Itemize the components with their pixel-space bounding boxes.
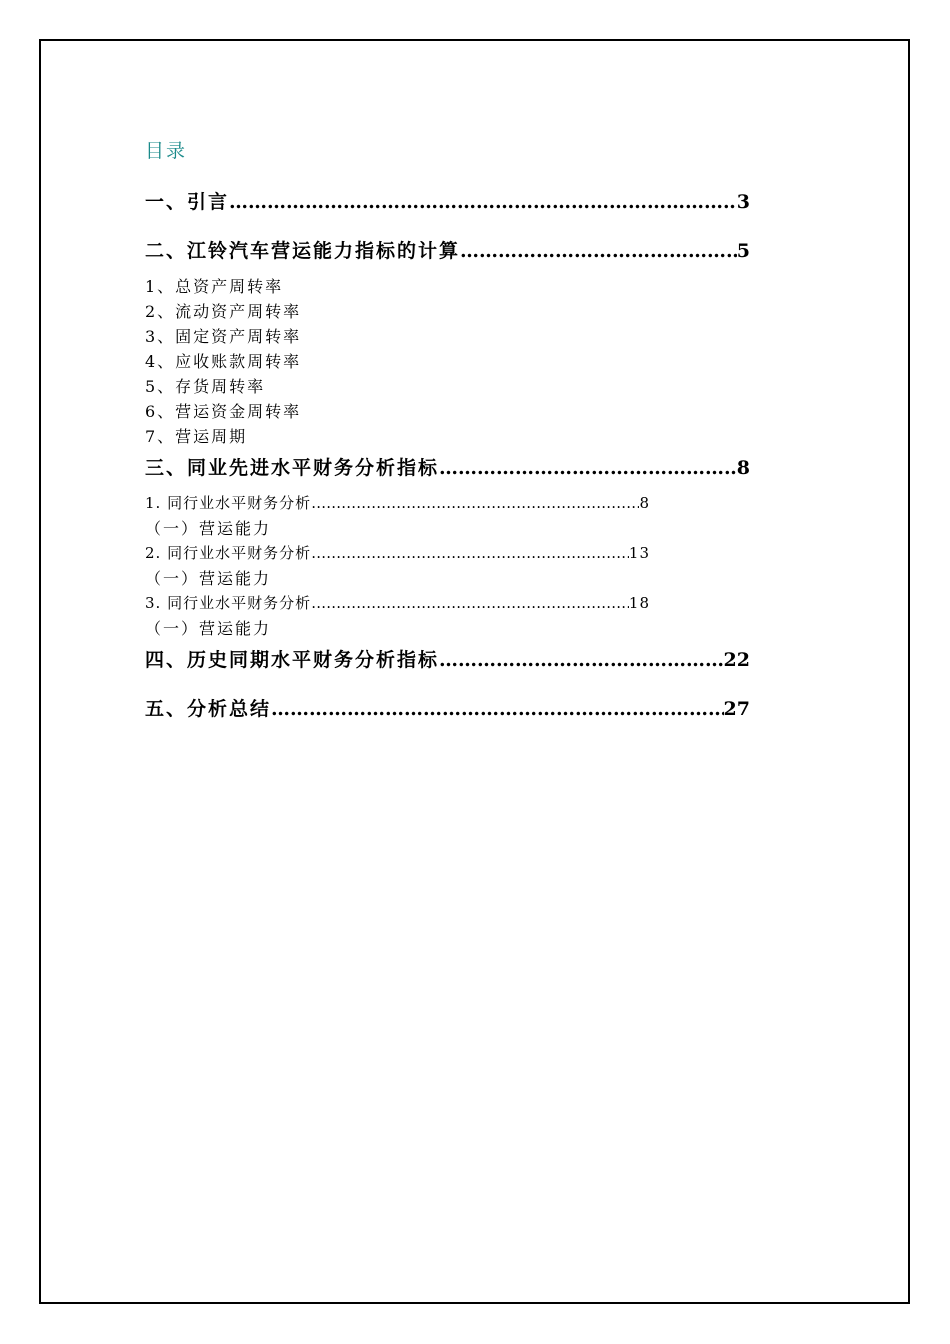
toc-subitem[interactable]: （一）营运能力 xyxy=(145,619,272,638)
toc-subentry[interactable] xyxy=(145,591,650,616)
toc-leader-dots xyxy=(311,491,639,516)
toc-leader-dots xyxy=(229,187,737,217)
toc-leader-dots xyxy=(439,453,737,483)
toc-subitem[interactable]: 5、存货周转率 xyxy=(145,377,266,396)
toc-entry-label: 五、分析总结 xyxy=(145,698,272,720)
toc-subentry-label: 1. 同行业水平财务分析 xyxy=(145,494,312,512)
toc-subitem[interactable]: 7、营运周期 xyxy=(145,427,248,446)
toc-subitem[interactable]: （一）营运能力 xyxy=(145,569,272,588)
toc-entry-page: 5 xyxy=(736,240,750,262)
toc-entry-page: 8 xyxy=(736,457,750,479)
toc-subentry-page: 8 xyxy=(639,494,650,512)
toc-title: 目录 xyxy=(145,140,188,162)
toc-subitem[interactable]: 6、营运资金周转率 xyxy=(145,402,302,421)
toc-entry-page: 3 xyxy=(736,191,750,213)
toc-entry-label: 二、江铃汽车营运能力指标的计算 xyxy=(145,240,461,262)
toc-leader-dots xyxy=(460,236,737,266)
toc-entry-label: 三、同业先进水平财务分析指标 xyxy=(145,457,440,479)
toc-leader-dots xyxy=(271,694,724,724)
toc-entry-page: 27 xyxy=(723,698,750,720)
toc-subentry-page: 18 xyxy=(628,594,650,612)
toc-leader-dots xyxy=(439,645,724,675)
toc-subentry-page: 13 xyxy=(628,544,650,562)
toc-entry-page: 22 xyxy=(723,649,750,671)
toc-leader-dots xyxy=(311,541,629,566)
toc-subentry-label: 3. 同行业水平财务分析 xyxy=(145,594,312,612)
toc-subitem[interactable]: 2、流动资产周转率 xyxy=(145,302,302,321)
toc-subitem[interactable]: 4、应收账款周转率 xyxy=(145,352,302,371)
toc-entry-peer-analysis[interactable] xyxy=(145,453,750,483)
toc-subitem[interactable]: 1、总资产周转率 xyxy=(145,277,284,296)
toc-subentry-label: 2. 同行业水平财务分析 xyxy=(145,544,312,562)
toc-subentry[interactable] xyxy=(145,491,650,516)
toc-subitem[interactable]: （一）营运能力 xyxy=(145,519,272,538)
toc-entry-calculation[interactable] xyxy=(145,236,750,266)
toc-entry-historical-analysis[interactable] xyxy=(145,645,750,675)
toc-subitem[interactable]: 3、固定资产周转率 xyxy=(145,327,302,346)
toc-entry-label: 一、引言 xyxy=(145,191,230,213)
table-of-contents xyxy=(145,135,750,724)
toc-entry-introduction[interactable] xyxy=(145,187,750,217)
toc-leader-dots xyxy=(311,591,629,616)
toc-entry-label: 四、历史同期水平财务分析指标 xyxy=(145,649,440,671)
toc-entry-summary[interactable] xyxy=(145,694,750,724)
toc-subentry[interactable] xyxy=(145,541,650,566)
